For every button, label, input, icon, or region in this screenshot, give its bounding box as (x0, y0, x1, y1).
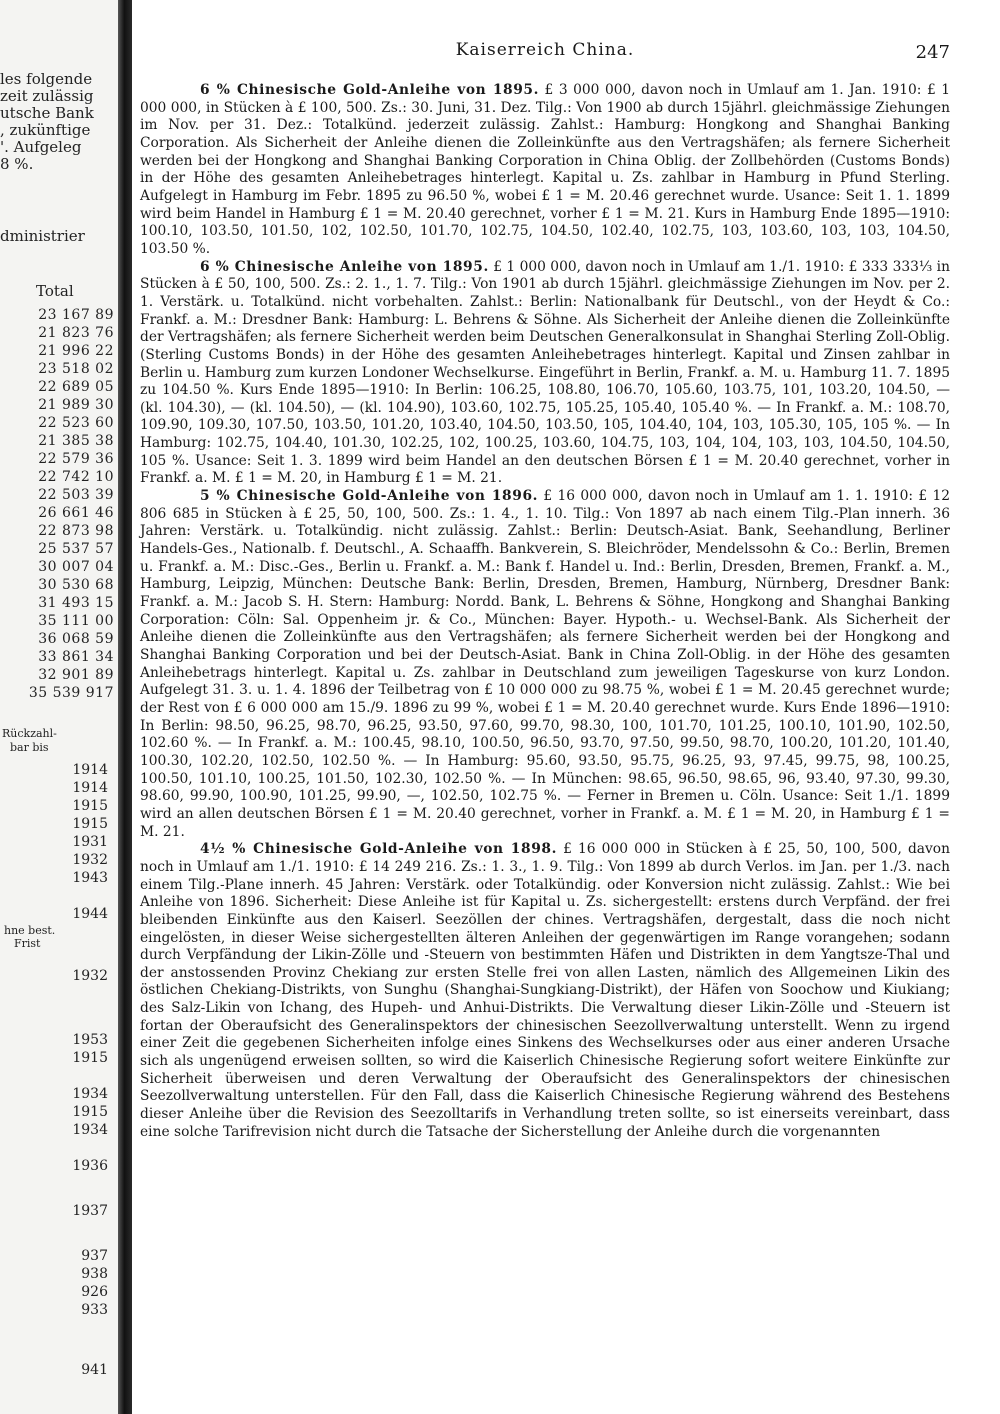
prev-total-value: 30 530 68 (38, 577, 114, 593)
prev-total-value: 22 523 60 (38, 415, 114, 431)
entry-text: £ 3 000 000, davon noch in Umlauf am 1. Jan. 1910: £ 1 000 000, in Stücken à £ 100, 500. Zs.: 30. Juni, 31. Dez. Tilg.: Von 1900 ab durch 15jährl. gleichmässige Ziehungen im Nov. per 31. Dez.: Totalkünd. jederzeit zulässig. Zahlst.: Hamburg: Hongkong and Shanghai Banking Corporation. Als Sicherheit der Anleihe dienen die Zolleinkünfte aus den Vertragshäfen; als fernere Sicherheit werden bei der Hongkong and Shanghai Banking Corporation in China Oblig. der Zollbehörden (Customs Bonds) in der Höhe des gesamten Anleihebetrages hinterlegt. Kapital u. Zs. zahlbar in Hamburg in Pfund Sterling. Aufgelegt in Hamburg im Febr. 1895 zu 96.50 %, wobei £ 1 = M. 20.46 gerechnet wurde. Usance: Seit 1. 1. 1899 wird beim Handel in Hamburg £ 1 = M. 20.40 gerechnet, vorher £ 1 = M. 21. Kurs in Hamburg Ende 1895—1910: 100.10, 103.50, 101.50, 102, 102.50, 101.70, 102.75, 104.50, 102.40, 102.75, 103, 103.60, 103, 103, 104.50, 103.50 %. (140, 82, 951, 257)
entry-heading: 5 % Chinesische Gold-Anleihe von 1896. (200, 488, 539, 505)
prev-text-line: les folgende (0, 70, 93, 88)
prev-year: 1934 (72, 1122, 108, 1138)
prev-year: 1915 (72, 1104, 108, 1120)
prev-total-value: 35 111 00 (38, 613, 114, 629)
prev-year: 1937 (72, 1203, 108, 1219)
prev-total-value: 21 823 76 (38, 325, 114, 341)
prev-year: 937 (81, 1248, 108, 1264)
previous-page-edge (0, 0, 118, 1414)
prev-total-value: 25 537 57 (38, 541, 114, 557)
prev-total-value: 33 861 34 (38, 649, 114, 665)
bond-entry-1898-gold (140, 841, 950, 1141)
prev-year: 1944 (72, 906, 108, 922)
prev-text-line: '. Aufgeleg (0, 138, 82, 156)
prev-total-value: 21 996 22 (38, 343, 114, 359)
bond-entry-1895-gold (140, 82, 950, 259)
prev-total-value: 26 661 46 (38, 505, 114, 521)
bond-entry-1895 (140, 259, 950, 489)
prev-year: 1914 (72, 780, 108, 796)
prev-year: 1934 (72, 1086, 108, 1102)
prev-text-line: 8 %. (0, 155, 34, 173)
prev-year: 941 (81, 1362, 108, 1378)
prev-total-value: 22 873 98 (38, 523, 114, 539)
prev-total-value: 22 742 10 (38, 469, 114, 485)
page-number: 247 (915, 42, 950, 63)
page-header (140, 40, 950, 70)
prev-total-value: 31 493 15 (38, 595, 114, 611)
prev-label-ohne: hne best. (4, 924, 56, 937)
prev-total-value: 35 539 917 (28, 685, 114, 701)
prev-year: 938 (81, 1266, 108, 1282)
prev-year: 933 (81, 1302, 108, 1318)
main-text-column (140, 82, 950, 1141)
prev-year: 1915 (72, 1050, 108, 1066)
bond-entry-1896-gold (140, 488, 950, 841)
prev-label-bar-bis: bar bis (10, 741, 49, 754)
prev-year: 1932 (72, 852, 108, 868)
entry-heading: 4½ % Chinesische Gold-Anleihe von 1898. (200, 841, 557, 858)
prev-year: 1936 (72, 1158, 108, 1174)
entry-text: £ 16 000 000, davon noch in Umlauf am 1. 1. 1910: £ 12 806 685 in Stücken à £ 25, 50, 100, 500. Zs.: 1. 4., 1. 10. Tilg.: Von 1897 ab nach einem Tilg.-Plan innerh. 36 Jahren: Verstärk. u. Totalkündig. nicht zulässig. Zahlst.: Berlin: Deutsch-Asiat. Bank, Seehandlung, Berliner Handels-Ges., Nationalb. f. Deutschl., A. Schaaffh. Bankverein, S. Bleichröder, Mendelssohn & Co.: Berlin, Bremen u. Frankf. a. M.: Disc.-Ges., Berlin u. Frankf. a. M.: Bank f. Handel u. Ind.: Berlin, Dresden, Bremen, Frankf. a. M., Hamburg, Leipzig, München: Deutsche Bank: Berlin, Dresden, Bremen, Hamburg, Nürnberg, Dresdner Bank: Frankf. a. M.: Jacob S. H. Stern: Hamburg: Nordd. Bank, L. Behrens & Söhne, Hongkong and Shanghai Banking Corporation: Cöln: Sal. Oppenheim jr. & Co., München: Bayer. Hypoth.- u. Wechsel-Bank. Als Sicherheit der Anleihe dienen die Zolleinkünfte aus den Vertragshäfen; als fernere Sicherheit werden bei der Hongkong and Shanghai Banking Corporation und bei der Deutsch-Asiat. Bank in China Zoll-Oblig. in der Höhe des gesamten Anleihebetrags hinterlegt. Kapital u. Zs. zahlbar in Deutschland zum jeweiligen Tageskurse von kurz London. Aufgelegt 31. 3. u. 1. 4. 1896 der Teilbetrag von £ 10 000 000 zu 98.75 %, wobei £ 1 = M. 20.45 gerechnet wurde; der Rest von £ 6 000 000 am 15./9. 1896 zu 99 %, wobei £ 1 = M. 20.40 gerechnet wurde. Kurs Ende 1896—1910: In Berlin: 98.50, 96.25, 98.70, 96.25, 93.50, 97.60, 99.70, 98.30, 100, 101.70, 101.25, 100.10, 101.90, 102.50, 102.60 %. — In Frankf. a. M.: 100.45, 98.10, 100.50, 96.50, 93.70, 97.50, 99.50, 98.70, 100.20, 101.20, 101.40, 100.30, 102.20, 102.50, 102.50 %. — In Hamburg: 95.60, 93.50, 95.75, 96.25, 93, 97.45, 99.75, 98, 100.25, 100.50, 101.10, 100.25, 101.50, 102.30, 102.50 %. — In München: 98.65, 96.50, 98.65, 96, 93.40, 97.30, 99.30, 98.60, 99.90, 100.90, 101.25, 99.90, —, 102.50, 102.75 %. — Ferner in Bremen u. Cöln. Usance: Seit 1./1. 1899 wird an allen deutschen Börsen £ 1 = M. 20.40 gerechnet, vorher in Frankf. a. M. £ 1 = M. 20, in Hamburg £ 1 = M. 21. (140, 488, 951, 840)
prev-year: 1943 (72, 870, 108, 886)
entry-heading: 6 % Chinesische Gold-Anleihe von 1895. (200, 82, 540, 98)
prev-label-admin: dministrier (0, 227, 85, 245)
prev-year: 926 (81, 1284, 108, 1300)
prev-total-value: 32 901 89 (38, 667, 114, 683)
prev-year: 1931 (72, 834, 108, 850)
book-spine-gutter (118, 0, 132, 1414)
prev-total-value: 23 518 02 (38, 361, 114, 377)
prev-year: 1915 (72, 816, 108, 832)
prev-text-line: utsche Bank (0, 104, 94, 122)
prev-text-line: zeit zulässig (0, 87, 94, 105)
prev-year: 1915 (72, 798, 108, 814)
prev-total-value: 22 503 39 (38, 487, 114, 503)
prev-year: 1914 (72, 762, 108, 778)
prev-label-rueckzahl: Rückzahl- (2, 727, 57, 740)
prev-text-line: , zukünftige (0, 121, 91, 139)
prev-total-value: 21 989 30 (38, 397, 114, 413)
prev-total-value: 22 689 05 (38, 379, 114, 395)
prev-total-value: 30 007 04 (38, 559, 114, 575)
entry-text: £ 16 000 000 in Stücken à £ 25, 50, 100, 500, davon noch in Umlauf am 1./1. 1910: £ 14 249 216. Zs.: 1. 3., 1. 9. Tilg.: Von 1899 ab durch Verlos. im Jan. per 1./3. nach einem Tilg.-Plane innerh. 45 Jahren: Verstärk. oder Totalkündig. oder Konversion nicht zulässig. Zahlst.: Wie bei Anleihe von 1896. Sicherheit: Diese Anleihe ist für Kapital u. Zs. sichergestellt: erstens durch Verpfänd. der frei bleibenden Einkünfte aus den Kaiserl. Seezöllen der chines. Vertragshäfen, dergestalt, dass die noch nicht eingelösten, in dieser Weise sichergestellten älteren Anleihen der gegenwärtigen im Range vorangehen; sodann durch Verpfändung der Likin-Zölle und -Steuern von bestimmten Häfen und Distrikten in dem Yangtsze-Thal und der anstossenden Provinz Chekiang zur ersten Stelle frei von allen Lasten, nämlich des Allgemeinen Likin des östlichen Chekiang-Distrikts, von Sunghu (Shanghai-Sungkiang-Distrikt), der Häfen von Soochow und Kiukiang; des Salz-Likin von Ichang, des Hupeh- und Anhui-Distrikts. Die Verwaltung dieser Likin-Zölle und -Steuern ist fortan der Oberaufsicht des Generalinspektors der chinesischen Seezollverwaltung unterstellt. Wenn zu irgend einer Zeit die gegebenen Sicherheiten infolge eines Sinkens des Wechselkurses oder aus einer anderen Ursache sich als ungenügend erweisen sollten, so wird die Kaiserlich Chinesische Regierung sofort weitere Einkünfte zur Sicherheit überweisen und deren Verwaltung der Oberaufsicht des Generalinspektors der chinesischen Seezollverwaltung unterstellen. Für den Fall, dass die Kaiserlich Chinesische Regierung während des Bestehens dieser Anleihe über die Revision des Seezolltarifs in Verhandlung treten sollte, so ist einerseits vereinbart, dass eine solche Tarifrevision nicht durch die Tatsache der Sicherstellung der Anleihe durch die vorgenannten (140, 841, 951, 1140)
prev-year: 1953 (72, 1032, 108, 1048)
running-title: Kaiserreich China. (455, 40, 635, 60)
entry-text: £ 1 000 000, davon noch in Umlauf am 1./1. 1910: £ 333 333⅓ in Stücken à £ 50, 100, 500. Zs.: 2. 1., 1. 7. Tilg.: Von 1901 ab durch 15jährl. gleichmässige Ziehungen im Nov. per 2. 1. Verstärk. u. Totalkünd. nicht vorbehalten. Zahlst.: Berlin: Nationalbank für Deutschl., von der Heydt & Co.: Frankf. a. M.: Dresdner Bank: Hamburg: L. Behrens & Söhne. Als Sicherheit der Anleihe dienen die Zolleinkünfte der Vertragshäfen; als fernere Sicherheit werden beim Deutschen Generalkonsulat in Shanghai Sterling Zoll-Oblig. (Sterling Customs Bonds) in der Höhe des gesamten Anleihebetrages hinterlegt. Kapital und Zinsen zahlbar in Berlin u. Hamburg zum kurzen Londoner Wechselkurse. Eingeführt in Berlin, Frankf. a. M. u. Hamburg 11. 7. 1895 zu 104.50 %. Kurs Ende 1895—1910: In Berlin: 106.25, 108.80, 106.70, 105.60, 103.75, 101, 103.20, 104.50, — (kl. 104.30), — (kl. 104.50), — (kl. 104.90), 103.60, 102.75, 105.25, 105.40, 105.40 %. — In Frankf. a. M.: 108.70, 109.90, 109.30, 107.50, 103.50, 101.20, 103.40, 104.50, 103.50, 105, 104.40, 104, 103, 105.30, 105, 105 %. — In Hamburg: 102.75, 104.40, 101.30, 102.25, 102, 100.25, 103.60, 104.75, 103, 104, 104, 103, 103, 104.50, 104.50, 105 %. Usance: Seit 1. 3. 1899 wird beim Handel an den deutschen Börsen £ 1 = M. 20.40 gerechnet, vorher in Frankf. a. M. £ 1 = M. 20, in Hamburg £ 1 = M. 21. (140, 258, 950, 487)
prev-label-total: Total (36, 282, 74, 300)
prev-label-frist: Frist (14, 937, 41, 950)
prev-total-value: 22 579 36 (38, 451, 114, 467)
prev-total-value: 36 068 59 (38, 631, 114, 647)
prev-total-value: 23 167 89 (38, 307, 114, 323)
prev-year: 1932 (72, 968, 108, 984)
entry-heading: 6 % Chinesische Anleihe von 1895. (200, 258, 489, 275)
prev-total-value: 21 385 38 (38, 433, 114, 449)
